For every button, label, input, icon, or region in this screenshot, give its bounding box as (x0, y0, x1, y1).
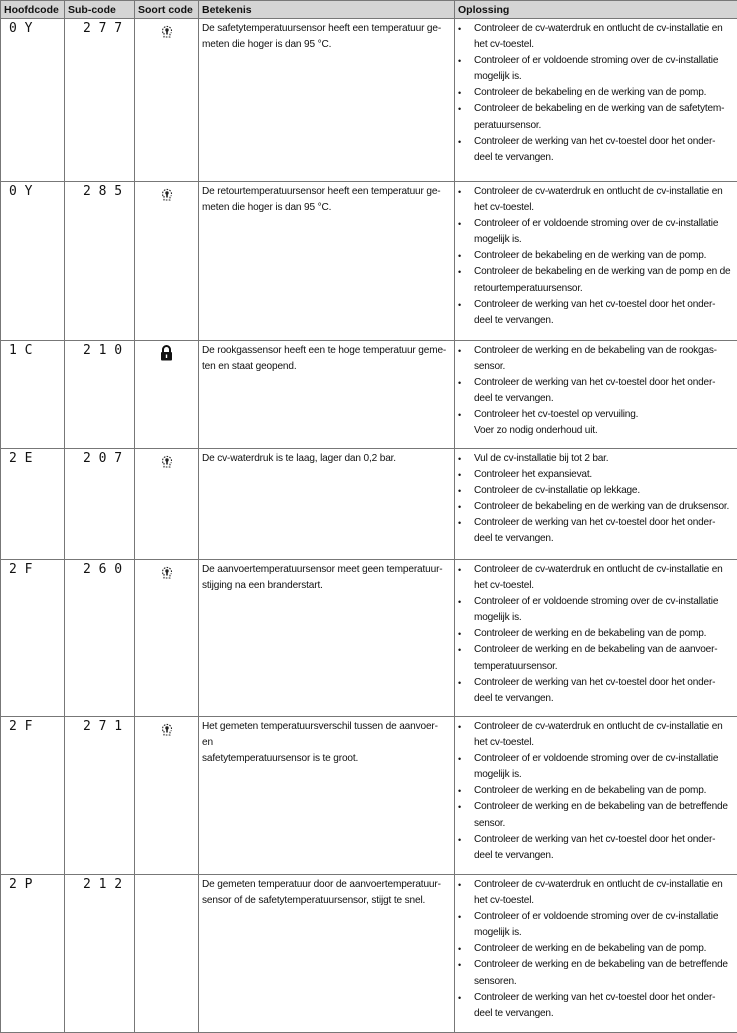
list-item (458, 297, 734, 329)
list-item (458, 626, 734, 642)
hoofdcode-cell: 2 E (1, 449, 65, 560)
blocking-icon (160, 729, 174, 740)
oplossing-line: • Controleer de werking en de bekabeling van de pomp. (474, 626, 734, 642)
lock-icon (160, 353, 173, 364)
oplossing-line: • Controleer de cv-waterdruk en ontlucht de cv-installatie en (474, 719, 734, 735)
oplossing-line: mogelijk is. (474, 767, 734, 783)
oplossing-line: • Controleer de cv-waterdruk en ontlucht de cv-installatie en (474, 21, 734, 37)
oplossing-line: • Controleer de werking en de bekabeling van de pomp. (474, 941, 734, 957)
header-subcode: Sub-code (65, 1, 135, 19)
soortcode-cell (135, 449, 199, 560)
soortcode-cell (135, 341, 199, 449)
oplossing-line: • Controleer of er voldoende stroming over de cv-installatie (474, 751, 734, 767)
subcode-cell: 2 7 7 (65, 19, 135, 182)
list-item (458, 134, 734, 166)
subcode-cell: 2 6 0 (65, 560, 135, 717)
blocking-icon (160, 194, 174, 205)
oplossing-cell (455, 449, 737, 560)
table-row (1, 341, 737, 449)
oplossing-line: • Controleer de cv-waterdruk en ontlucht de cv-installatie en (474, 184, 734, 200)
betekenis-line: meten die hoger is dan 95 °C. (202, 37, 451, 53)
oplossing-line: • Controleer de werking en de bekabeling van de betreffende (474, 957, 734, 973)
list-item (458, 483, 734, 499)
oplossing-line: • Controleer de werking van het cv-toestel door het onder- (474, 375, 734, 391)
list-item (458, 499, 734, 515)
oplossing-line: • Controleer het expansievat. (474, 467, 734, 483)
list-item (458, 909, 734, 941)
oplossing-line: • Controleer de werking en de bekabeling van de pomp. (474, 783, 734, 799)
list-item (458, 184, 734, 216)
oplossing-line: • Controleer de cv-waterdruk en ontlucht de cv-installatie en (474, 877, 734, 893)
hoofdcode-cell: 0 Y (1, 19, 65, 182)
list-item (458, 53, 734, 85)
betekenis-cell (199, 560, 455, 717)
table-row (1, 449, 737, 560)
oplossing-list (458, 21, 734, 166)
oplossing-cell (455, 560, 737, 717)
header-betekenis: Betekenis (199, 1, 455, 19)
oplossing-line: • Controleer de werking en de bekabeling van de betreffende (474, 799, 734, 815)
oplossing-list (458, 343, 734, 440)
oplossing-line: mogelijk is. (474, 69, 734, 85)
oplossing-line: deel te vervangen. (474, 150, 734, 166)
oplossing-list (458, 562, 734, 707)
list-item (458, 799, 734, 831)
oplossing-line: • Controleer of er voldoende stroming over de cv-installatie (474, 594, 734, 610)
soortcode-cell (135, 560, 199, 717)
oplossing-line: mogelijk is. (474, 925, 734, 941)
list-item (458, 248, 734, 264)
oplossing-line: • Controleer de bekabeling en de werking van de pomp en de (474, 264, 734, 280)
list-item (458, 407, 734, 439)
oplossing-list (458, 451, 734, 548)
oplossing-line: het cv-toestel. (474, 735, 734, 751)
betekenis-line: De retourtemperatuursensor heeft een temperatuur ge- (202, 184, 451, 200)
list-item (458, 783, 734, 799)
list-item (458, 515, 734, 547)
oplossing-line: deel te vervangen. (474, 848, 734, 864)
oplossing-line: • Controleer of er voldoende stroming over de cv-installatie (474, 909, 734, 925)
hoofdcode-cell: 2 P (1, 875, 65, 1033)
oplossing-line: • Controleer of er voldoende stroming over de cv-installatie (474, 53, 734, 69)
soortcode-cell (135, 19, 199, 182)
oplossing-line: • Controleer of er voldoende stroming over de cv-installatie (474, 216, 734, 232)
oplossing-line: sensor. (474, 816, 734, 832)
oplossing-line: deel te vervangen. (474, 1006, 734, 1022)
table-row (1, 717, 737, 875)
oplossing-line: deel te vervangen. (474, 531, 734, 547)
oplossing-line: • Controleer de werking van het cv-toestel door het onder- (474, 832, 734, 848)
list-item (458, 85, 734, 101)
list-item (458, 675, 734, 707)
oplossing-cell (455, 341, 737, 449)
oplossing-cell (455, 182, 737, 341)
oplossing-list (458, 719, 734, 864)
oplossing-line: • Controleer de werking en de bekabeling van de rookgas- (474, 343, 734, 359)
oplossing-line: temperatuursensor. (474, 659, 734, 675)
oplossing-line: • Controleer de werking van het cv-toestel door het onder- (474, 675, 734, 691)
oplossing-line: • Controleer de cv-installatie op lekkage. (474, 483, 734, 499)
oplossing-line: • Controleer de bekabeling en de werking van de druksensor. (474, 499, 734, 515)
betekenis-line: De safetytemperatuursensor heeft een temperatuur ge- (202, 21, 451, 37)
betekenis-line: ten en staat geopend. (202, 359, 451, 375)
list-item (458, 594, 734, 626)
list-item (458, 941, 734, 957)
list-item (458, 375, 734, 407)
oplossing-cell (455, 717, 737, 875)
list-item (458, 877, 734, 909)
oplossing-line: • Controleer de bekabeling en de werking van de pomp. (474, 248, 734, 264)
oplossing-line: het cv-toestel. (474, 200, 734, 216)
betekenis-cell (199, 341, 455, 449)
header-hoofdcode: Hoofdcode (1, 1, 65, 19)
blocking-icon (160, 572, 174, 583)
soortcode-cell (135, 182, 199, 341)
betekenis-line: Het gemeten temperatuursverschil tussen de aanvoer- en (202, 719, 451, 751)
hoofdcode-cell: 0 Y (1, 182, 65, 341)
oplossing-line: sensor. (474, 359, 734, 375)
blocking-icon (160, 461, 174, 472)
oplossing-line: Voer zo nodig onderhoud uit. (474, 423, 734, 439)
subcode-cell: 2 1 2 (65, 875, 135, 1033)
table-row (1, 19, 737, 182)
list-item (458, 343, 734, 375)
oplossing-line: • Controleer de werking van het cv-toestel door het onder- (474, 134, 734, 150)
hoofdcode-cell: 2 F (1, 560, 65, 717)
header-oplossing: Oplossing (455, 1, 737, 19)
oplossing-line: • Controleer de bekabeling en de werking van de pomp. (474, 85, 734, 101)
betekenis-line: meten die hoger is dan 95 °C. (202, 200, 451, 216)
oplossing-line: • Vul de cv-installatie bij tot 2 bar. (474, 451, 734, 467)
betekenis-cell (199, 717, 455, 875)
betekenis-line: De cv-waterdruk is te laag, lager dan 0,2 bar. (202, 451, 451, 467)
betekenis-cell (199, 19, 455, 182)
oplossing-cell (455, 19, 737, 182)
soortcode-cell (135, 875, 199, 1033)
oplossing-line: mogelijk is. (474, 610, 734, 626)
betekenis-cell (199, 875, 455, 1033)
betekenis-line: De gemeten temperatuur door de aanvoertemperatuur- (202, 877, 451, 893)
oplossing-line: • Controleer de cv-waterdruk en ontlucht de cv-installatie en (474, 562, 734, 578)
oplossing-line: peratuursensor. (474, 118, 734, 134)
oplossing-line: retourtemperatuursensor. (474, 281, 734, 297)
list-item (458, 467, 734, 483)
hoofdcode-cell: 2 F (1, 717, 65, 875)
betekenis-line: sensor of de safetytemperatuursensor, stijgt te snel. (202, 893, 451, 909)
list-item (458, 21, 734, 53)
oplossing-line: het cv-toestel. (474, 893, 734, 909)
subcode-cell: 2 1 0 (65, 341, 135, 449)
oplossing-line: • Controleer het cv-toestel op vervuiling. (474, 407, 734, 423)
oplossing-line: • Controleer de werking van het cv-toestel door het onder- (474, 990, 734, 1006)
subcode-cell: 2 0 7 (65, 449, 135, 560)
list-item (458, 957, 734, 989)
oplossing-line: • Controleer de werking van het cv-toestel door het onder- (474, 297, 734, 313)
list-item (458, 264, 734, 296)
blocking-icon (160, 31, 174, 42)
oplossing-line: deel te vervangen. (474, 691, 734, 707)
hoofdcode-cell: 1 C (1, 341, 65, 449)
subcode-cell: 2 7 1 (65, 717, 135, 875)
betekenis-line: De rookgassensor heeft een te hoge temperatuur geme- (202, 343, 451, 359)
table-row (1, 875, 737, 1033)
betekenis-line: safetytemperatuursensor is te groot. (202, 751, 451, 767)
list-item (458, 562, 734, 594)
header-soortcode: Soort code (135, 1, 199, 19)
oplossing-line: • Controleer de werking en de bekabeling van de aanvoer- (474, 642, 734, 658)
list-item (458, 216, 734, 248)
table-header-row (1, 1, 737, 19)
oplossing-line: deel te vervangen. (474, 391, 734, 407)
oplossing-list (458, 184, 734, 329)
betekenis-line: De aanvoertemperatuursensor meet geen temperatuur- (202, 562, 451, 578)
betekenis-cell (199, 182, 455, 341)
table-row (1, 560, 737, 717)
betekenis-line: stijging na een branderstart. (202, 578, 451, 594)
table-row (1, 182, 737, 341)
betekenis-cell (199, 449, 455, 560)
list-item (458, 990, 734, 1022)
oplossing-line: sensoren. (474, 974, 734, 990)
oplossing-list (458, 877, 734, 1022)
oplossing-cell (455, 875, 737, 1033)
oplossing-line: • Controleer de werking van het cv-toestel door het onder- (474, 515, 734, 531)
oplossing-line: mogelijk is. (474, 232, 734, 248)
list-item (458, 642, 734, 674)
list-item (458, 719, 734, 751)
oplossing-line: het cv-toestel. (474, 37, 734, 53)
soortcode-cell (135, 717, 199, 875)
list-item (458, 101, 734, 133)
oplossing-line: deel te vervangen. (474, 313, 734, 329)
oplossing-line: • Controleer de bekabeling en de werking van de safetytem- (474, 101, 734, 117)
oplossing-line: het cv-toestel. (474, 578, 734, 594)
list-item (458, 832, 734, 864)
subcode-cell: 2 8 5 (65, 182, 135, 341)
list-item (458, 751, 734, 783)
list-item (458, 451, 734, 467)
